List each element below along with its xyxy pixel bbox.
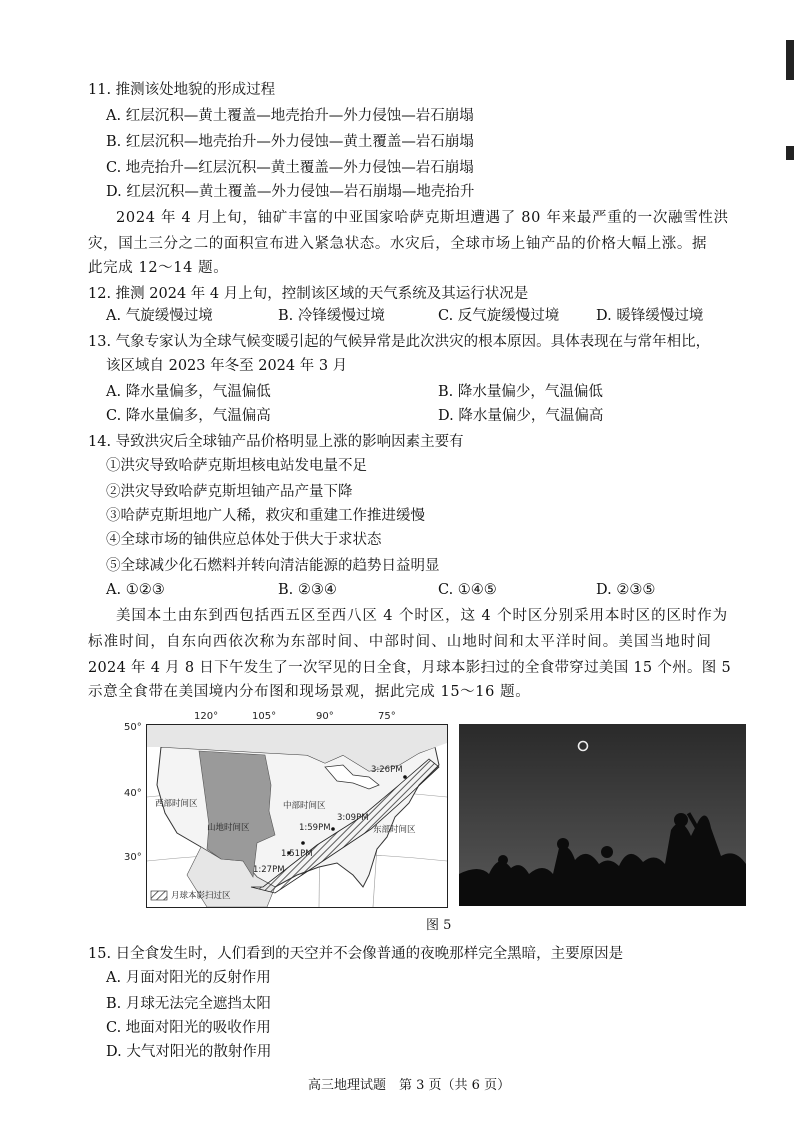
q12-option-b: B. 冷锋缓慢过境 [278,308,385,324]
lon-label-105: 105° [252,711,277,722]
q14-item-2: ②洪灾导致哈萨克斯坦铀产品产量下降 [106,484,353,500]
page-footer: 高三地理试题 第 3 页（共 6 页） [308,1078,511,1093]
q15-option-b: B. 月球无法完全遮挡太阳 [106,996,271,1012]
figure-caption: 图 5 [426,918,452,933]
lat-label-50: 50° [124,722,142,733]
photo-graphic [459,724,746,906]
passage2-line2: 标准时间，自东向西依次称为东部时间、中部时间、山地时间和太平洋时间。美国当地时间 [88,634,712,650]
passage2-line4: 示意全食带在美国境内分布图和现场景观，据此完成 15～16 题。 [88,684,531,700]
scan-edge-mark-2 [786,146,794,160]
lat-label-30: 30° [124,852,142,863]
zone-label-pacific: 西部时间区 [155,799,198,809]
map-graphic [147,725,447,907]
q11-option-a: A. 红层沉积—黄土覆盖—地壳抬升—外力侵蚀—岩石崩塌 [106,108,474,124]
lon-label-90: 90° [316,711,334,722]
time-label-309: 3:09PM [337,813,369,823]
passage1-line2: 灾，国土三分之二的面积宣布进入紧急状态。水灾后，全球市场上铀产品的价格大幅上涨。据 [88,236,708,252]
q12-stem: 12. 推测 2024 年 4 月上旬，控制该区域的天气系统及其运行状况是 [88,286,529,302]
q12-option-a: A. 气旋缓慢过境 [106,308,213,324]
q11-stem: 11. 推测该处地貌的形成过程 [88,82,276,98]
q13-option-a: A. 降水量偏多，气温偏低 [106,384,271,400]
zone-label-central: 中部时间区 [283,801,326,811]
passage1-line1: 2024 年 4 月上旬，铀矿丰富的中亚国家哈萨克斯坦遭遇了 80 年来最严重的一次融雪性洪 [116,210,729,226]
q14-item-1: ①洪灾导致哈萨克斯坦核电站发电量不足 [106,458,367,474]
zone-label-eastern: 东部时间区 [373,825,416,835]
q14-item-5: ⑤全球减少化石燃料并转向清洁能源的趋势日益明显 [106,558,440,574]
q13-option-c: C. 降水量偏多，气温偏高 [106,408,271,424]
passage2-line1: 美国本土由东到西包括西五区至西八区 4 个时区，这 4 个时区分别采用本时区的区时作为 [116,608,729,624]
q14-option-a: A. ①②③ [106,582,165,598]
q15-option-a: A. 月面对阳光的反射作用 [106,970,271,986]
time-label-127: 1:27PM [253,865,285,875]
time-label-159: 1:59PM [299,823,331,833]
q14-stem: 14. 导致洪灾后全球铀产品价格明显上涨的影响因素主要有 [88,434,464,450]
q13-stem2: 该区域自 2023 年冬至 2024 年 3 月 [106,358,348,374]
q11-option-b: B. 红层沉积—地壳抬升—外力侵蚀—黄土覆盖—岩石崩塌 [106,134,474,150]
q11-option-c: C. 地壳抬升—红层沉积—黄土覆盖—外力侵蚀—岩石崩塌 [106,160,474,176]
lon-label-75: 75° [378,711,396,722]
q13-stem: 13. 气象专家认为全球气候变暖引起的气候异常是此次洪灾的根本原因。具体表现在与常年相比， [88,334,711,350]
q13-option-b: B. 降水量偏少，气温偏低 [438,384,603,400]
passage1-line3: 此完成 12～14 题。 [88,260,229,276]
q15-option-c: C. 地面对阳光的吸收作用 [106,1020,271,1036]
eclipse-scene-photo [459,724,746,906]
map-legend-label: 月球本影扫过区 [171,891,231,901]
q12-option-c: C. 反气旋缓慢过境 [438,308,560,324]
q12-option-d: D. 暖锋缓慢过境 [596,308,704,324]
q13-option-d: D. 降水量偏少，气温偏高 [438,408,604,424]
totality-path-map [146,724,448,908]
q14-option-b: B. ②③④ [278,582,337,598]
passage2-line3: 2024 年 4 月 8 日下午发生了一次罕见的日全食，月球本影扫过的全食带穿过美国 15 个州。图 5 [88,660,731,676]
lat-label-40: 40° [124,788,142,799]
lon-label-120: 120° [194,711,219,722]
zone-label-mountain: 山地时间区 [207,823,250,833]
time-label-326: 3:26PM [371,765,403,775]
scan-edge-mark [786,40,794,80]
time-label-151: 1:51PM [281,849,313,859]
q14-option-c: C. ①④⑤ [438,582,497,598]
q14-item-3: ③哈萨克斯坦地广人稀，救灾和重建工作推进缓慢 [106,508,425,524]
q15-option-d: D. 大气对阳光的散射作用 [106,1044,272,1060]
q11-option-d: D. 红层沉积—黄土覆盖—外力侵蚀—岩石崩塌—地壳抬升 [106,184,475,200]
q14-option-d: D. ②③⑤ [596,582,656,598]
q15-stem: 15. 日全食发生时，人们看到的天空并不会像普通的夜晚那样完全黑暗，主要原因是 [88,946,624,962]
q14-item-4: ④全球市场的铀供应总体处于供大于求状态 [106,532,382,548]
